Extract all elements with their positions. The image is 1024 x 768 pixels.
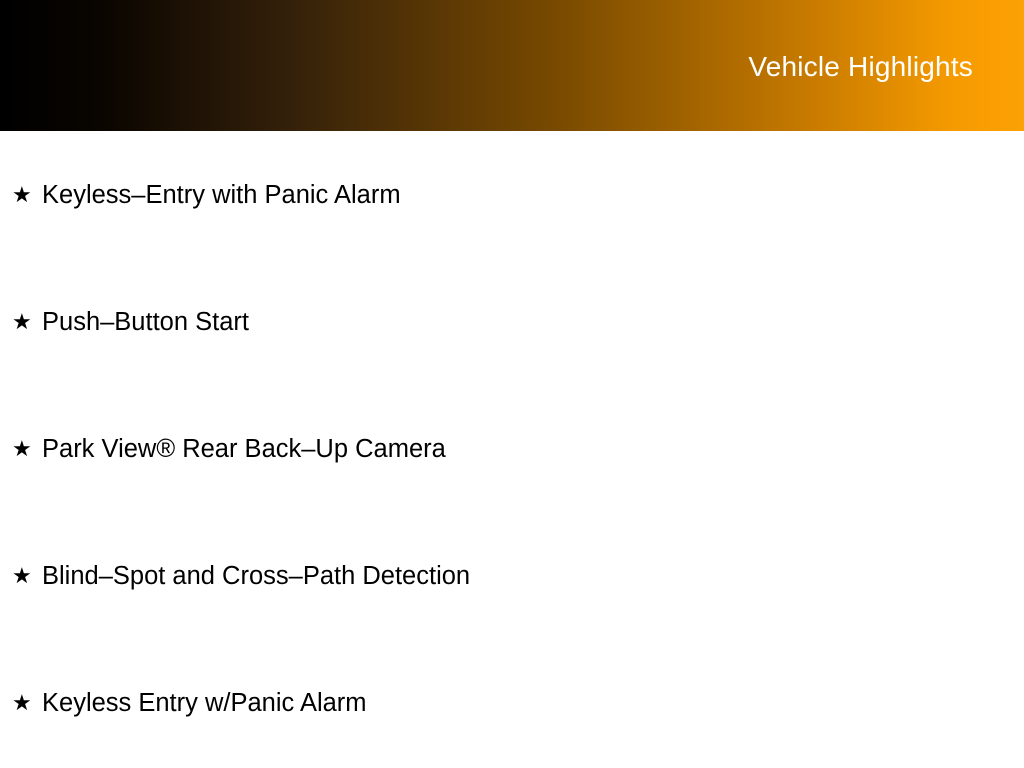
- list-item-label: Keyless Entry w/Panic Alarm: [42, 689, 367, 717]
- list-item: [12, 687, 367, 719]
- star-icon: ★: [12, 563, 32, 588]
- list-item: [12, 179, 401, 211]
- star-icon: ★: [12, 309, 32, 334]
- header-gradient-band: [0, 0, 1024, 131]
- star-icon: ★: [12, 182, 32, 207]
- star-icon: ★: [12, 436, 32, 461]
- vehicle-highlights-list: [0, 131, 1024, 768]
- list-item-label: Push–Button Start: [42, 308, 249, 336]
- list-item-label: Park View® Rear Back–Up Camera: [42, 435, 446, 463]
- list-item-label: Blind–Spot and Cross–Path Detection: [42, 562, 471, 590]
- list-item-label: Keyless–Entry with Panic Alarm: [42, 181, 401, 209]
- list-item: [12, 560, 470, 592]
- list-item: [12, 433, 446, 465]
- star-icon: ★: [12, 690, 32, 715]
- page-title: Vehicle Highlights: [748, 51, 973, 82]
- list-item: [12, 306, 249, 338]
